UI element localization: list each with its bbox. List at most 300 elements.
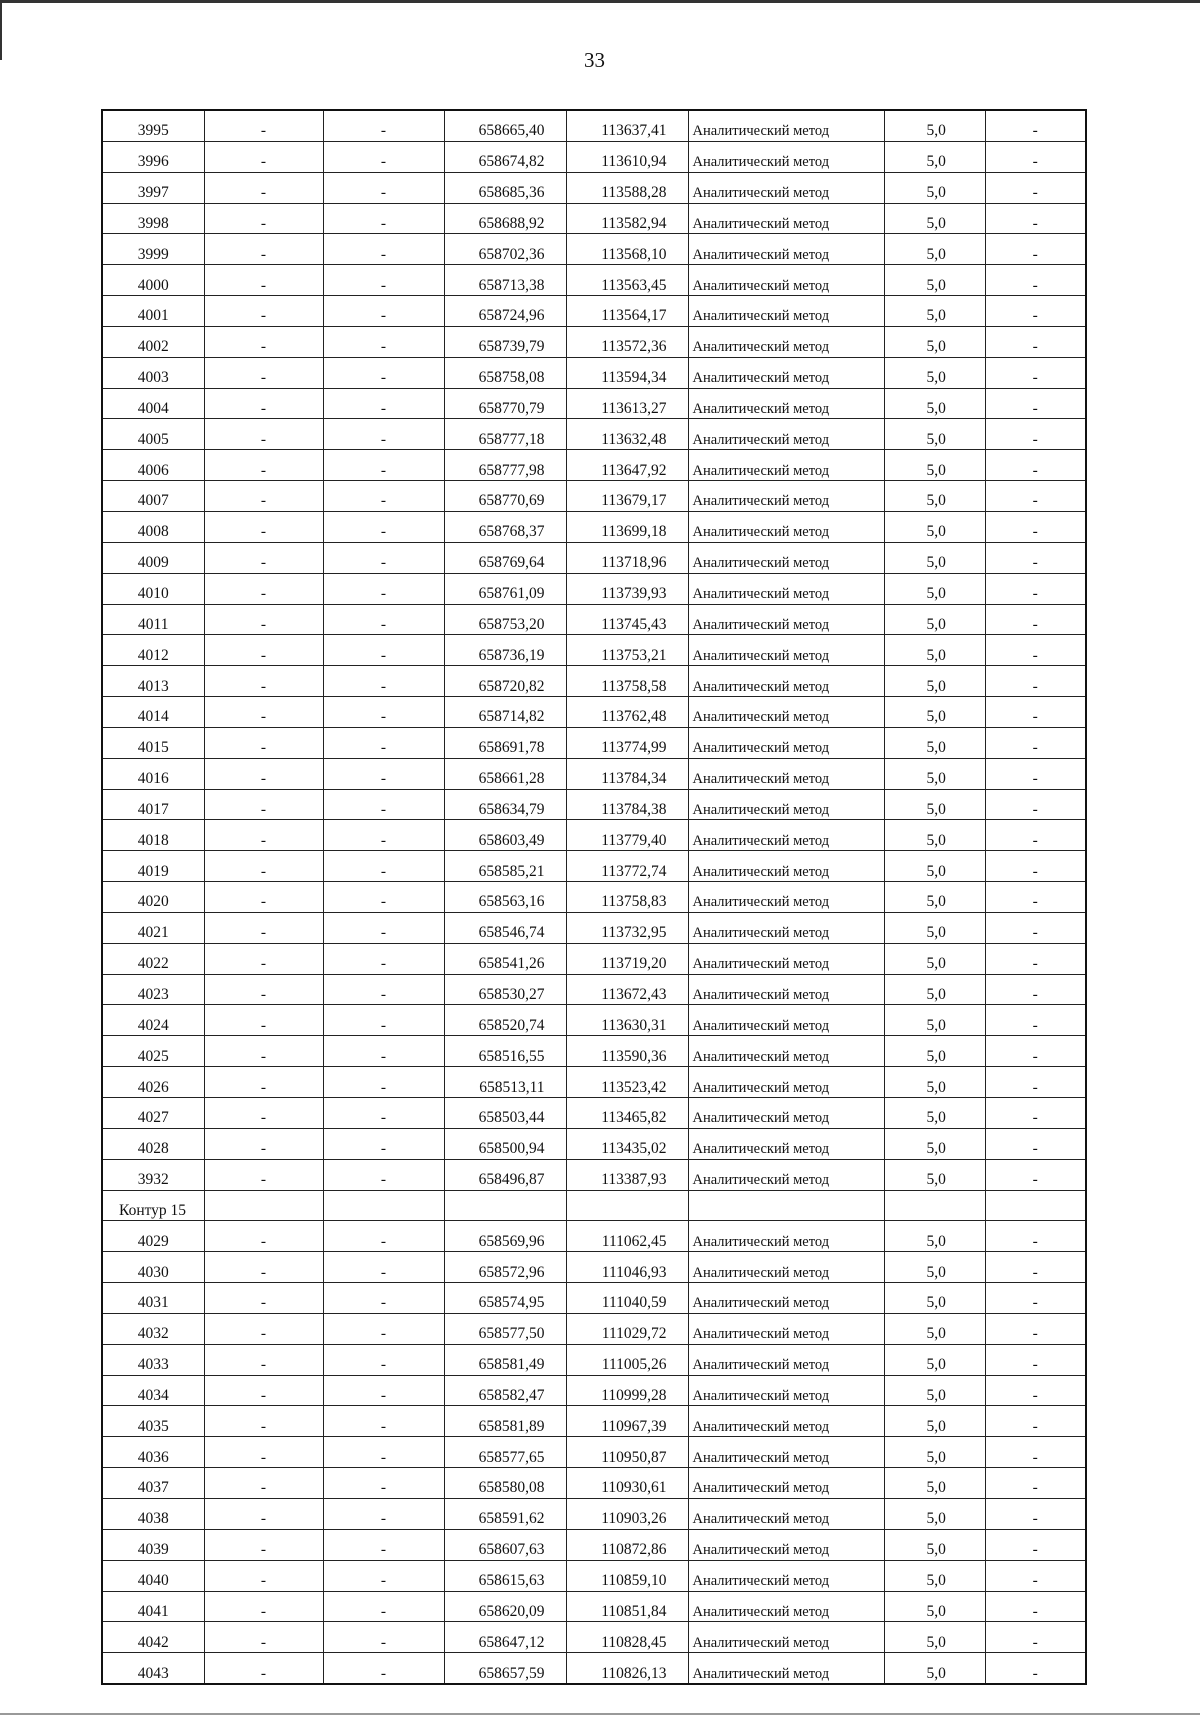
empty-column-cell: -	[985, 1375, 1086, 1406]
table-row	[102, 1468, 1086, 1499]
empty-column-cell: -	[985, 1498, 1086, 1529]
point-number-cell: 4007	[102, 481, 204, 512]
x-coordinate-cell: 658620,09	[444, 1591, 566, 1622]
precision-cell: 5,0	[884, 635, 985, 666]
empty-column-cell: -	[204, 1529, 323, 1560]
empty-column-cell	[323, 1190, 444, 1221]
method-cell: Аналитический метод	[688, 1036, 884, 1067]
table-row	[102, 265, 1086, 296]
table-row	[102, 1283, 1086, 1314]
method-cell: Аналитический метод	[688, 481, 884, 512]
y-coordinate-cell: 110851,84	[566, 1591, 688, 1622]
empty-column-cell: -	[323, 1313, 444, 1344]
x-coordinate-cell: 658530,27	[444, 974, 566, 1005]
point-number-cell: 4032	[102, 1313, 204, 1344]
table-row	[102, 1406, 1086, 1437]
method-cell: Аналитический метод	[688, 542, 884, 573]
y-coordinate-cell: 113465,82	[566, 1098, 688, 1129]
y-coordinate-cell: 110967,39	[566, 1406, 688, 1437]
x-coordinate-cell: 658761,09	[444, 573, 566, 604]
x-coordinate-cell: 658496,87	[444, 1159, 566, 1190]
table-row	[102, 666, 1086, 697]
table-row	[102, 1313, 1086, 1344]
empty-column-cell	[204, 1190, 323, 1221]
empty-column-cell: -	[985, 882, 1086, 913]
method-cell: Аналитический метод	[688, 758, 884, 789]
empty-column-cell: -	[985, 141, 1086, 172]
table-row	[102, 758, 1086, 789]
y-coordinate-cell: 113590,36	[566, 1036, 688, 1067]
precision-cell: 5,0	[884, 1005, 985, 1036]
y-coordinate-cell: 113613,27	[566, 388, 688, 419]
empty-column-cell: -	[204, 1468, 323, 1499]
method-cell: Аналитический метод	[688, 1375, 884, 1406]
y-coordinate-cell: 113784,34	[566, 758, 688, 789]
precision-cell: 5,0	[884, 789, 985, 820]
table-row	[102, 1529, 1086, 1560]
empty-column-cell: -	[323, 1252, 444, 1283]
bottom-border-line	[0, 1713, 1200, 1715]
empty-column-cell: -	[323, 697, 444, 728]
method-cell: Аналитический метод	[688, 912, 884, 943]
empty-column-cell: -	[204, 326, 323, 357]
precision-cell: 5,0	[884, 1437, 985, 1468]
precision-cell: 5,0	[884, 573, 985, 604]
empty-column-cell: -	[204, 943, 323, 974]
empty-column-cell: -	[323, 789, 444, 820]
method-cell: Аналитический метод	[688, 1653, 884, 1684]
precision-cell: 5,0	[884, 296, 985, 327]
y-coordinate-cell: 113564,17	[566, 296, 688, 327]
precision-cell: 5,0	[884, 511, 985, 542]
table-row	[102, 1653, 1086, 1684]
point-number-cell: 4025	[102, 1036, 204, 1067]
coordinates-table	[101, 109, 1087, 1685]
empty-column-cell: -	[985, 1437, 1086, 1468]
x-coordinate-cell: 658581,89	[444, 1406, 566, 1437]
precision-cell: 5,0	[884, 1406, 985, 1437]
y-coordinate-cell: 110826,13	[566, 1653, 688, 1684]
precision-cell: 5,0	[884, 851, 985, 882]
empty-column-cell: -	[204, 1437, 323, 1468]
table-row	[102, 419, 1086, 450]
y-coordinate-cell: 111062,45	[566, 1221, 688, 1252]
empty-column-cell: -	[985, 1098, 1086, 1129]
x-coordinate-cell: 658691,78	[444, 727, 566, 758]
empty-column-cell: -	[323, 912, 444, 943]
point-number-cell: 4010	[102, 573, 204, 604]
method-cell: Аналитический метод	[688, 1005, 884, 1036]
x-coordinate-cell: 658770,79	[444, 388, 566, 419]
precision-cell: 5,0	[884, 1128, 985, 1159]
table-row	[102, 820, 1086, 851]
empty-column-cell: -	[323, 943, 444, 974]
empty-column-cell: -	[985, 912, 1086, 943]
precision-cell: 5,0	[884, 1560, 985, 1591]
empty-column-cell: -	[985, 573, 1086, 604]
y-coordinate-cell: 110859,10	[566, 1560, 688, 1591]
y-coordinate-cell: 113745,43	[566, 604, 688, 635]
table-row	[102, 511, 1086, 542]
method-cell: Аналитический метод	[688, 1529, 884, 1560]
x-coordinate-cell: 658607,63	[444, 1529, 566, 1560]
method-cell: Аналитический метод	[688, 1098, 884, 1129]
table-row	[102, 1252, 1086, 1283]
table-row	[102, 388, 1086, 419]
point-number-cell: 4020	[102, 882, 204, 913]
y-coordinate-cell: 113435,02	[566, 1128, 688, 1159]
method-cell: Аналитический метод	[688, 789, 884, 820]
y-coordinate-cell: 111005,26	[566, 1344, 688, 1375]
empty-column-cell: -	[204, 635, 323, 666]
table-row	[102, 1128, 1086, 1159]
empty-column-cell: -	[204, 388, 323, 419]
empty-column-cell: -	[323, 1375, 444, 1406]
method-cell: Аналитический метод	[688, 511, 884, 542]
empty-column-cell: -	[985, 1406, 1086, 1437]
precision-cell: 5,0	[884, 1591, 985, 1622]
empty-column-cell: -	[985, 974, 1086, 1005]
empty-column-cell: -	[323, 1622, 444, 1653]
point-number-cell: 4037	[102, 1468, 204, 1499]
empty-column-cell: -	[985, 1344, 1086, 1375]
x-coordinate-cell: 658777,18	[444, 419, 566, 450]
empty-column-cell: -	[323, 851, 444, 882]
empty-column-cell: -	[204, 1036, 323, 1067]
method-cell: Аналитический метод	[688, 666, 884, 697]
y-coordinate-cell: 113672,43	[566, 974, 688, 1005]
method-cell: Аналитический метод	[688, 1159, 884, 1190]
empty-column-cell: -	[323, 450, 444, 481]
x-coordinate-cell: 658574,95	[444, 1283, 566, 1314]
point-number-cell: 4012	[102, 635, 204, 666]
table-row	[102, 326, 1086, 357]
empty-column-cell: -	[204, 296, 323, 327]
point-number-cell: 4018	[102, 820, 204, 851]
empty-column-cell: -	[323, 1159, 444, 1190]
point-number-cell: 4036	[102, 1437, 204, 1468]
x-coordinate-cell: 658577,65	[444, 1437, 566, 1468]
x-coordinate-cell: 658736,19	[444, 635, 566, 666]
empty-column-cell: -	[985, 1067, 1086, 1098]
x-coordinate-cell: 658563,16	[444, 882, 566, 913]
point-number-cell: 4017	[102, 789, 204, 820]
precision-cell: 5,0	[884, 203, 985, 234]
precision-cell: 5,0	[884, 697, 985, 728]
empty-column-cell: -	[985, 1283, 1086, 1314]
method-cell: Аналитический метод	[688, 604, 884, 635]
empty-column-cell: -	[985, 511, 1086, 542]
empty-column-cell: -	[204, 1560, 323, 1591]
point-number-cell: 4034	[102, 1375, 204, 1406]
x-coordinate-cell: 658634,79	[444, 789, 566, 820]
method-cell: Аналитический метод	[688, 727, 884, 758]
table-row	[102, 604, 1086, 635]
x-coordinate-cell: 658513,11	[444, 1067, 566, 1098]
empty-column-cell: -	[985, 203, 1086, 234]
point-number-cell: 3999	[102, 234, 204, 265]
y-coordinate-cell: 113732,95	[566, 912, 688, 943]
table-row	[102, 635, 1086, 666]
empty-column-cell: -	[985, 326, 1086, 357]
empty-column-cell: -	[204, 912, 323, 943]
table-row	[102, 1344, 1086, 1375]
empty-column-cell: -	[204, 1221, 323, 1252]
table-row	[102, 203, 1086, 234]
y-coordinate-cell: 113637,41	[566, 110, 688, 141]
empty-column-cell: -	[985, 1560, 1086, 1591]
method-cell: Аналитический метод	[688, 1344, 884, 1375]
x-coordinate-cell: 658753,20	[444, 604, 566, 635]
precision-cell: 5,0	[884, 1498, 985, 1529]
method-cell: Аналитический метод	[688, 265, 884, 296]
empty-column-cell: -	[204, 234, 323, 265]
x-coordinate-cell: 658582,47	[444, 1375, 566, 1406]
method-cell: Аналитический метод	[688, 234, 884, 265]
y-coordinate-cell: 110903,26	[566, 1498, 688, 1529]
point-number-cell: 4038	[102, 1498, 204, 1529]
empty-column-cell: -	[323, 1498, 444, 1529]
empty-column-cell: -	[323, 110, 444, 141]
precision-cell: 5,0	[884, 666, 985, 697]
empty-column-cell: -	[323, 758, 444, 789]
empty-column-cell: -	[323, 1098, 444, 1129]
empty-column-cell: -	[204, 172, 323, 203]
empty-column-cell: -	[985, 1159, 1086, 1190]
point-number-cell: 4006	[102, 450, 204, 481]
precision-cell: 5,0	[884, 1313, 985, 1344]
table-row	[102, 542, 1086, 573]
method-cell: Аналитический метод	[688, 296, 884, 327]
x-coordinate-cell: 658685,36	[444, 172, 566, 203]
table-row	[102, 234, 1086, 265]
empty-column-cell: -	[204, 758, 323, 789]
method-cell: Аналитический метод	[688, 1622, 884, 1653]
y-coordinate-cell: 111029,72	[566, 1313, 688, 1344]
empty-column-cell: -	[323, 326, 444, 357]
method-cell: Аналитический метод	[688, 573, 884, 604]
precision-cell: 5,0	[884, 604, 985, 635]
y-coordinate-cell: 111040,59	[566, 1283, 688, 1314]
empty-column-cell: -	[985, 110, 1086, 141]
table-row	[102, 1159, 1086, 1190]
table-row	[102, 1067, 1086, 1098]
x-coordinate-cell: 658714,82	[444, 697, 566, 728]
empty-column-cell: -	[323, 1067, 444, 1098]
method-cell: Аналитический метод	[688, 1252, 884, 1283]
precision-cell: 5,0	[884, 265, 985, 296]
y-coordinate-cell: 113758,83	[566, 882, 688, 913]
point-number-cell: 4009	[102, 542, 204, 573]
x-coordinate-cell: 658739,79	[444, 326, 566, 357]
method-cell: Аналитический метод	[688, 203, 884, 234]
empty-column-cell: -	[323, 1591, 444, 1622]
empty-column-cell: -	[204, 727, 323, 758]
method-cell: Аналитический метод	[688, 110, 884, 141]
precision-cell: 5,0	[884, 542, 985, 573]
precision-cell: 5,0	[884, 974, 985, 1005]
x-coordinate-cell	[444, 1190, 566, 1221]
empty-column-cell: -	[985, 697, 1086, 728]
x-coordinate-cell: 658585,21	[444, 851, 566, 882]
point-number-cell: 4015	[102, 727, 204, 758]
precision-cell: 5,0	[884, 1375, 985, 1406]
precision-cell	[884, 1190, 985, 1221]
method-cell: Аналитический метод	[688, 820, 884, 851]
x-coordinate-cell: 658720,82	[444, 666, 566, 697]
empty-column-cell: -	[204, 974, 323, 1005]
table-row	[102, 450, 1086, 481]
precision-cell: 5,0	[884, 727, 985, 758]
method-cell: Аналитический метод	[688, 1283, 884, 1314]
precision-cell: 5,0	[884, 172, 985, 203]
empty-column-cell: -	[323, 820, 444, 851]
y-coordinate-cell: 113632,48	[566, 419, 688, 450]
method-cell: Аналитический метод	[688, 635, 884, 666]
x-coordinate-cell: 658688,92	[444, 203, 566, 234]
x-coordinate-cell: 658661,28	[444, 758, 566, 789]
empty-column-cell: -	[204, 789, 323, 820]
x-coordinate-cell: 658603,49	[444, 820, 566, 851]
precision-cell: 5,0	[884, 450, 985, 481]
empty-column-cell: -	[204, 1591, 323, 1622]
y-coordinate-cell: 113718,96	[566, 542, 688, 573]
y-coordinate-cell: 113610,94	[566, 141, 688, 172]
y-coordinate-cell: 113588,28	[566, 172, 688, 203]
table-row	[102, 1560, 1086, 1591]
precision-cell: 5,0	[884, 388, 985, 419]
point-number-cell: 4005	[102, 419, 204, 450]
empty-column-cell: -	[204, 1098, 323, 1129]
y-coordinate-cell: 113387,93	[566, 1159, 688, 1190]
x-coordinate-cell: 658546,74	[444, 912, 566, 943]
table-row	[102, 882, 1086, 913]
x-coordinate-cell: 658657,59	[444, 1653, 566, 1684]
empty-column-cell: -	[323, 234, 444, 265]
empty-column-cell: -	[204, 1313, 323, 1344]
empty-column-cell: -	[323, 1005, 444, 1036]
empty-column-cell: -	[204, 265, 323, 296]
empty-column-cell: -	[985, 388, 1086, 419]
empty-column-cell: -	[985, 357, 1086, 388]
empty-column-cell: -	[985, 419, 1086, 450]
table-row	[102, 851, 1086, 882]
precision-cell: 5,0	[884, 1653, 985, 1684]
precision-cell: 5,0	[884, 419, 985, 450]
y-coordinate-cell: 113572,36	[566, 326, 688, 357]
precision-cell: 5,0	[884, 1468, 985, 1499]
empty-column-cell: -	[323, 511, 444, 542]
method-cell: Аналитический метод	[688, 943, 884, 974]
point-number-cell: 4043	[102, 1653, 204, 1684]
point-number-cell: 4014	[102, 697, 204, 728]
empty-column-cell: -	[204, 110, 323, 141]
x-coordinate-cell: 658674,82	[444, 141, 566, 172]
point-number-cell: 4003	[102, 357, 204, 388]
point-number-cell: 4023	[102, 974, 204, 1005]
precision-cell: 5,0	[884, 1098, 985, 1129]
empty-column-cell: -	[204, 1159, 323, 1190]
method-cell: Аналитический метод	[688, 1591, 884, 1622]
point-number-cell: 4002	[102, 326, 204, 357]
y-coordinate-cell: 113739,93	[566, 573, 688, 604]
empty-column-cell: -	[204, 1283, 323, 1314]
x-coordinate-cell: 658500,94	[444, 1128, 566, 1159]
empty-column-cell: -	[323, 974, 444, 1005]
empty-column-cell	[985, 1190, 1086, 1221]
method-cell: Аналитический метод	[688, 141, 884, 172]
empty-column-cell: -	[323, 1653, 444, 1684]
empty-column-cell: -	[985, 604, 1086, 635]
y-coordinate-cell: 110930,61	[566, 1468, 688, 1499]
empty-column-cell: -	[323, 635, 444, 666]
empty-column-cell: -	[323, 1221, 444, 1252]
point-number-cell: 4021	[102, 912, 204, 943]
precision-cell: 5,0	[884, 141, 985, 172]
empty-column-cell: -	[204, 573, 323, 604]
point-number-cell: 4028	[102, 1128, 204, 1159]
empty-column-cell: -	[985, 1622, 1086, 1653]
empty-column-cell: -	[323, 203, 444, 234]
y-coordinate-cell: 113647,92	[566, 450, 688, 481]
empty-column-cell: -	[323, 666, 444, 697]
y-coordinate-cell: 110999,28	[566, 1375, 688, 1406]
table-row	[102, 1221, 1086, 1252]
empty-column-cell: -	[204, 141, 323, 172]
contour-label-cell: Контур 15	[102, 1190, 204, 1221]
point-number-cell: 4001	[102, 296, 204, 327]
empty-column-cell: -	[985, 1005, 1086, 1036]
method-cell: Аналитический метод	[688, 851, 884, 882]
coordinates-table-body	[102, 110, 1086, 1684]
empty-column-cell: -	[323, 604, 444, 635]
empty-column-cell: -	[323, 388, 444, 419]
empty-column-cell: -	[985, 172, 1086, 203]
x-coordinate-cell: 658702,36	[444, 234, 566, 265]
empty-column-cell: -	[985, 450, 1086, 481]
x-coordinate-cell: 658577,50	[444, 1313, 566, 1344]
empty-column-cell: -	[985, 542, 1086, 573]
x-coordinate-cell: 658777,98	[444, 450, 566, 481]
empty-column-cell: -	[323, 481, 444, 512]
precision-cell: 5,0	[884, 1622, 985, 1653]
x-coordinate-cell: 658569,96	[444, 1221, 566, 1252]
empty-column-cell: -	[204, 1498, 323, 1529]
x-coordinate-cell: 658724,96	[444, 296, 566, 327]
precision-cell: 5,0	[884, 882, 985, 913]
empty-column-cell: -	[985, 265, 1086, 296]
x-coordinate-cell: 658758,08	[444, 357, 566, 388]
precision-cell: 5,0	[884, 481, 985, 512]
empty-column-cell: -	[985, 296, 1086, 327]
precision-cell: 5,0	[884, 1159, 985, 1190]
page-number: 33	[584, 48, 605, 72]
method-cell: Аналитический метод	[688, 172, 884, 203]
precision-cell: 5,0	[884, 1036, 985, 1067]
empty-column-cell: -	[323, 1437, 444, 1468]
y-coordinate-cell: 113594,34	[566, 357, 688, 388]
empty-column-cell: -	[204, 1622, 323, 1653]
table-row	[102, 943, 1086, 974]
point-number-cell: 4022	[102, 943, 204, 974]
empty-column-cell: -	[323, 1036, 444, 1067]
empty-column-cell: -	[204, 481, 323, 512]
table-row	[102, 1498, 1086, 1529]
empty-column-cell: -	[204, 1375, 323, 1406]
method-cell: Аналитический метод	[688, 388, 884, 419]
empty-column-cell: -	[204, 604, 323, 635]
method-cell: Аналитический метод	[688, 357, 884, 388]
